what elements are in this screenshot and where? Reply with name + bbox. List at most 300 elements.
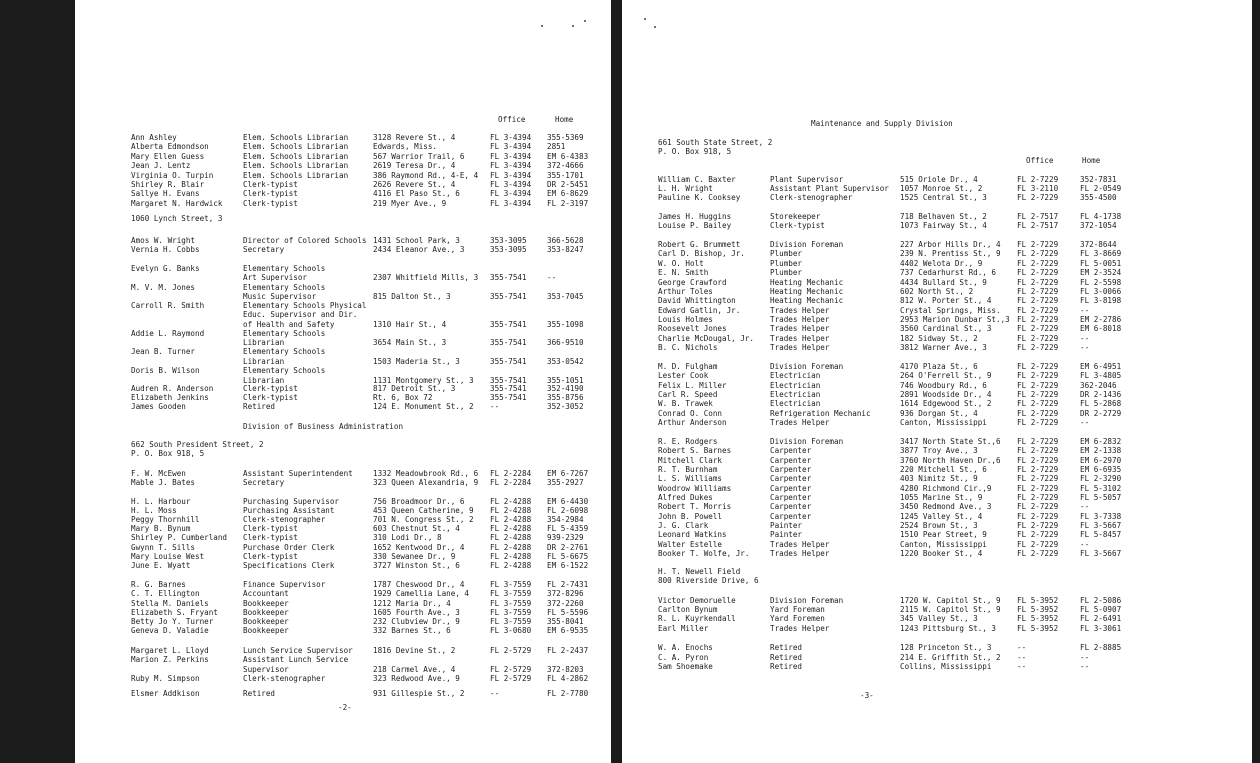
cell-home: 355-4500 bbox=[1080, 193, 1117, 202]
cell-name: Felix L. Miller bbox=[658, 381, 727, 390]
cell-home: EM 6-2832 bbox=[1080, 437, 1122, 446]
cell-title: Bookkeeper bbox=[243, 608, 289, 617]
cell-office: FL 2-4288 bbox=[490, 497, 532, 506]
cell-office: 355-7541 bbox=[490, 273, 527, 282]
cell-name: Shirley R. Blair bbox=[131, 180, 205, 189]
cell-home: FL 5-2868 bbox=[1080, 399, 1122, 408]
cell-title: Clerk-typist bbox=[243, 199, 298, 208]
cell-address: Edwards, Miss. bbox=[373, 142, 438, 151]
cell-home: FL 3-3061 bbox=[1080, 624, 1122, 633]
cell-name: W. A. Enochs bbox=[658, 643, 713, 652]
cell-title: Art Supervisor bbox=[243, 273, 308, 282]
cell-address: 124 E. Monument St., 2 bbox=[373, 402, 474, 411]
cell-address: 232 Clubview Dr., 9 bbox=[373, 617, 460, 626]
cell-name: C. T. Ellington bbox=[131, 589, 200, 598]
cell-home: EM 6-8018 bbox=[1080, 324, 1122, 333]
cell-name: Mary B. Bynum bbox=[131, 524, 191, 533]
cell-office: FL 2-4288 bbox=[490, 533, 532, 542]
cell-title: Assistant Lunch Service bbox=[243, 655, 349, 664]
cell-home: EM 6-1522 bbox=[547, 561, 589, 570]
table-row bbox=[622, 530, 1252, 540]
cell-home: EM 2-1338 bbox=[1080, 446, 1122, 455]
cell-office: -- bbox=[1017, 662, 1027, 671]
cell-office: FL 2-7229 bbox=[1017, 268, 1059, 277]
cell-address: Rt. 6, Box 72 bbox=[373, 393, 433, 402]
cell-title: Clerk-typist bbox=[243, 524, 298, 533]
cell-name: Peggy Thornhill bbox=[131, 515, 200, 524]
right-page bbox=[622, 0, 1252, 763]
cell-title: Purchase Order Clerk bbox=[243, 543, 335, 552]
cell-title: Trades Helper bbox=[770, 334, 830, 343]
cell-home: 372-2260 bbox=[547, 599, 584, 608]
cell-office: FL 2-7229 bbox=[1017, 456, 1059, 465]
cell-title: Trades Helper bbox=[770, 418, 830, 427]
cell-address: 214 E. Griffith St., 2 bbox=[900, 653, 1001, 662]
cell-home: 366-5628 bbox=[547, 236, 584, 245]
cell-title: Music Supervisor bbox=[243, 292, 317, 301]
cell-address: 1131 Montgomery St., 3 bbox=[373, 376, 474, 385]
cell-home: FL 2-8885 bbox=[1080, 643, 1122, 652]
table-row bbox=[622, 399, 1252, 409]
cell-name: Doris B. Wilson bbox=[131, 366, 200, 375]
cell-address: 812 W. Porter St., 4 bbox=[900, 296, 992, 305]
cell-title: Elementary Schools bbox=[243, 264, 326, 273]
cell-name: Margaret L. Lloyd bbox=[131, 646, 209, 655]
cell-office: FL 2-7229 bbox=[1017, 240, 1059, 249]
table-row bbox=[75, 310, 611, 320]
cell-home: 372-4666 bbox=[547, 161, 584, 170]
cell-title: Retired bbox=[770, 662, 803, 671]
cell-home: -- bbox=[1080, 343, 1090, 352]
cell-home: 355-8041 bbox=[547, 617, 584, 626]
cell-address: 3450 Redmond Ave., 3 bbox=[900, 502, 992, 511]
cell-address: 815 Dalton St., 3 bbox=[373, 292, 451, 301]
table-row bbox=[622, 324, 1252, 334]
cell-address: 737 Cedarhurst Rd., 6 bbox=[900, 268, 997, 277]
page-number: -2- bbox=[338, 703, 352, 712]
cell-address: 386 Raymond Rd., 4-E, 4 bbox=[373, 171, 479, 180]
cell-office: FL 2-4288 bbox=[490, 543, 532, 552]
cell-address: 1929 Camellia Lane, 4 bbox=[373, 589, 470, 598]
cell-title: Supervisor bbox=[243, 665, 289, 674]
cell-home: EM 6-4430 bbox=[547, 497, 589, 506]
scan-mark bbox=[584, 20, 586, 22]
cell-title: Elementary Schools bbox=[243, 366, 326, 375]
cell-home: FL 2-7431 bbox=[547, 580, 589, 589]
cell-title: Carpenter bbox=[770, 484, 812, 493]
cell-address: 746 Woodbury Rd., 6 bbox=[900, 381, 987, 390]
cell-office: FL 2-7229 bbox=[1017, 446, 1059, 455]
cell-name: Arthur Toles bbox=[658, 287, 713, 296]
cell-title: Clerk-stenographer bbox=[243, 674, 326, 683]
cell-office: 353-3095 bbox=[490, 245, 527, 254]
cell-title: Elementary Schools bbox=[243, 329, 326, 338]
cell-home: FL 2-5598 bbox=[1080, 278, 1122, 287]
table-row bbox=[75, 655, 611, 665]
cell-address: 1720 W. Capitol St., 9 bbox=[900, 596, 1001, 605]
cell-home: FL 5-5057 bbox=[1080, 493, 1122, 502]
cell-title: Clerk-typist bbox=[243, 384, 298, 393]
cell-home: FL 2-6098 bbox=[547, 506, 589, 515]
cell-name: Jean J. Lentz bbox=[131, 161, 191, 170]
table-row bbox=[622, 549, 1252, 559]
cell-home: FL 4-1738 bbox=[1080, 212, 1122, 221]
cell-title: Retired bbox=[243, 689, 276, 698]
cell-name: Addie L. Raymond bbox=[131, 329, 205, 338]
cell-address: Canton, Mississippi bbox=[900, 418, 987, 427]
cell-address: 1431 School Park, 3 bbox=[373, 236, 460, 245]
cell-office: FL 2-7229 bbox=[1017, 437, 1059, 446]
cell-title: Electrician bbox=[770, 390, 821, 399]
cell-home: FL 3-8669 bbox=[1080, 249, 1122, 258]
cell-title: Division Foreman bbox=[770, 437, 844, 446]
cell-home: FL 2-6491 bbox=[1080, 614, 1122, 623]
cell-home: -- bbox=[1080, 502, 1090, 511]
address-president-1: 662 South President Street, 2 bbox=[131, 440, 264, 449]
cell-title: Purchasing Supervisor bbox=[243, 497, 340, 506]
cell-address: 227 Arbor Hills Dr., 4 bbox=[900, 240, 1001, 249]
cell-name: L. H. Wright bbox=[658, 184, 713, 193]
cell-home: FL 3-5667 bbox=[1080, 549, 1122, 558]
cell-office: FL 2-7229 bbox=[1017, 381, 1059, 390]
cell-address: 4170 Plaza St., 6 bbox=[900, 362, 978, 371]
cell-office: FL 3-7559 bbox=[490, 599, 532, 608]
cell-title: Educ. Supervisor and Dir. bbox=[243, 310, 358, 319]
cell-name: James Gooden bbox=[131, 402, 186, 411]
cell-title: Retired bbox=[770, 653, 803, 662]
cell-address: 3654 Main St., 3 bbox=[373, 338, 447, 347]
cell-title: Electrician bbox=[770, 399, 821, 408]
cell-address: 936 Dorgan St., 4 bbox=[900, 409, 978, 418]
cell-office: FL 2-7229 bbox=[1017, 399, 1059, 408]
cell-address: 4116 El Paso St., 6 bbox=[373, 189, 460, 198]
cell-name: William C. Baxter bbox=[658, 175, 736, 184]
cell-home: FL 3-7338 bbox=[1080, 512, 1122, 521]
table-row bbox=[622, 662, 1252, 672]
cell-name: Virginia O. Turpin bbox=[131, 171, 214, 180]
cell-address: Collins, Mississippi bbox=[900, 662, 992, 671]
cell-address: 3128 Revere St., 4 bbox=[373, 133, 456, 142]
address-state-1: 661 South State Street, 2 bbox=[658, 138, 773, 147]
cell-address: 2953 Marion Dunbar St.,3 bbox=[900, 315, 1010, 324]
cell-office: FL 5-3952 bbox=[1017, 624, 1059, 633]
cell-home: 355-1051 bbox=[547, 376, 584, 385]
cell-office: FL 2-5729 bbox=[490, 665, 532, 674]
cell-title: Retired bbox=[243, 402, 276, 411]
cell-office: FL 2-7229 bbox=[1017, 287, 1059, 296]
cell-office: FL 2-7229 bbox=[1017, 324, 1059, 333]
column-headers bbox=[75, 115, 611, 125]
cell-title: of Health and Safety bbox=[243, 320, 335, 329]
cell-office: FL 2-7517 bbox=[1017, 221, 1059, 230]
cell-name: Marion Z. Perkins bbox=[131, 655, 209, 664]
cell-address: 3727 Winston St., 6 bbox=[373, 561, 460, 570]
cell-office: FL 2-7229 bbox=[1017, 306, 1059, 315]
cell-name: Lester Cook bbox=[658, 371, 709, 380]
cell-address: 2626 Revere St., 4 bbox=[373, 180, 456, 189]
cell-office: FL 3-7559 bbox=[490, 580, 532, 589]
cell-address: 1503 Maderia St., 3 bbox=[373, 357, 460, 366]
cell-office: -- bbox=[1017, 653, 1027, 662]
table-row bbox=[622, 418, 1252, 428]
cell-name: James H. Huggins bbox=[658, 212, 732, 221]
cell-home: 355-1098 bbox=[547, 320, 584, 329]
cell-name: Arthur Anderson bbox=[658, 418, 727, 427]
cell-title: Plant Supervisor bbox=[770, 175, 844, 184]
cell-office: FL 2-5729 bbox=[490, 674, 532, 683]
cell-address: 817 Detroit St., 3 bbox=[373, 384, 456, 393]
page-number: -3- bbox=[860, 691, 874, 700]
table-row bbox=[75, 245, 611, 255]
cell-title: Assistant Superintendent bbox=[243, 469, 353, 478]
cell-title: Division Foreman bbox=[770, 240, 844, 249]
cell-title: Clerk-typist bbox=[770, 221, 825, 230]
cell-address: 332 Barnes St., 6 bbox=[373, 626, 451, 635]
cell-office: FL 5-3952 bbox=[1017, 605, 1059, 614]
cell-office: FL 2-4288 bbox=[490, 506, 532, 515]
cell-title: Elem. Schools Librarian bbox=[243, 161, 349, 170]
division-title: Division of Business Administration bbox=[243, 422, 404, 431]
cell-office: FL 3-7559 bbox=[490, 617, 532, 626]
cell-title: Clerk-typist bbox=[243, 552, 298, 561]
table-row bbox=[75, 366, 611, 376]
cell-title: Purchasing Assistant bbox=[243, 506, 335, 515]
cell-title: Elem. Schools Librarian bbox=[243, 133, 349, 142]
cell-title: Secretary bbox=[243, 478, 285, 487]
cell-name: Conrad O. Conn bbox=[658, 409, 723, 418]
cell-address: 1787 Cheswood Dr., 4 bbox=[373, 580, 465, 589]
cell-title: Elementary Schools Physical bbox=[243, 301, 367, 310]
cell-home: 352-7831 bbox=[1080, 175, 1117, 184]
cell-home: -- bbox=[1080, 540, 1090, 549]
cell-home: FL 3-4805 bbox=[1080, 371, 1122, 380]
cell-title: Clerk-typist bbox=[243, 180, 298, 189]
cell-title: Electrician bbox=[770, 371, 821, 380]
cell-home: 355-1701 bbox=[547, 171, 584, 180]
table-row bbox=[75, 589, 611, 599]
cell-home: FL 3-0066 bbox=[1080, 287, 1122, 296]
cell-address: 128 Princeton St., 3 bbox=[900, 643, 992, 652]
cell-home: -- bbox=[547, 273, 557, 282]
cell-home: -- bbox=[1080, 306, 1090, 315]
cell-address: 602 North St., 2 bbox=[900, 287, 974, 296]
cell-title: Clerk-stenographer bbox=[243, 515, 326, 524]
cell-name: Elsmer Addkison bbox=[131, 689, 200, 698]
cell-title: Accountant bbox=[243, 589, 289, 598]
cell-home: 352-3052 bbox=[547, 402, 584, 411]
cell-home: 362-2046 bbox=[1080, 381, 1117, 390]
cell-name: R. L. Kuyrkendall bbox=[658, 614, 736, 623]
cell-home: 372-8203 bbox=[547, 665, 584, 674]
cell-home: EM 6-7267 bbox=[547, 469, 589, 478]
cell-home: 355-8756 bbox=[547, 393, 584, 402]
cell-title: Plumber bbox=[770, 259, 803, 268]
cell-address: Canton, Mississippi bbox=[900, 540, 987, 549]
cell-name: Elizabeth Jenkins bbox=[131, 393, 209, 402]
cell-home: 372-1054 bbox=[1080, 221, 1117, 230]
table-row bbox=[622, 614, 1252, 624]
cell-name: George Crawford bbox=[658, 278, 727, 287]
cell-address: 4434 Bullard St., 9 bbox=[900, 278, 987, 287]
cell-office: FL 5-3952 bbox=[1017, 614, 1059, 623]
table-row bbox=[622, 221, 1252, 231]
table-row bbox=[622, 643, 1252, 653]
cell-name: H. L. Moss bbox=[131, 506, 177, 515]
table-row bbox=[75, 561, 611, 571]
cell-home: -- bbox=[1080, 653, 1090, 662]
cell-office: FL 2-7229 bbox=[1017, 502, 1059, 511]
cell-office: FL 2-4288 bbox=[490, 515, 532, 524]
cell-name: Carl R. Speed bbox=[658, 390, 718, 399]
cell-home: FL 5-0907 bbox=[1080, 605, 1122, 614]
cell-address: 931 Gillespie St., 2 bbox=[373, 689, 465, 698]
table-row bbox=[622, 474, 1252, 484]
cell-office: FL 2-2284 bbox=[490, 469, 532, 478]
newell-address: 800 Riverside Drive, 6 bbox=[658, 576, 759, 585]
cell-home: FL 2-7780 bbox=[547, 689, 589, 698]
cell-address: 1614 Edgewood St., 2 bbox=[900, 399, 992, 408]
cell-title: Carpenter bbox=[770, 493, 812, 502]
cell-name: Louis Holmes bbox=[658, 315, 713, 324]
cell-title: Carpenter bbox=[770, 502, 812, 511]
scan-mark bbox=[654, 26, 656, 28]
office-header: Office bbox=[1026, 156, 1054, 165]
home-header: Home bbox=[1082, 156, 1101, 165]
cell-address: 3417 North State St.,6 bbox=[900, 437, 1001, 446]
cell-name: Roosevelt Jones bbox=[658, 324, 727, 333]
cell-home: FL 5-6675 bbox=[547, 552, 589, 561]
table-row bbox=[622, 296, 1252, 306]
cell-office: FL 2-7229 bbox=[1017, 418, 1059, 427]
cell-home: DR 2-1436 bbox=[1080, 390, 1122, 399]
cell-office: FL 2-7229 bbox=[1017, 521, 1059, 530]
table-row bbox=[75, 142, 611, 152]
cell-home: EM 6-4383 bbox=[547, 152, 589, 161]
cell-home: FL 2-5086 bbox=[1080, 596, 1122, 605]
cell-name: Booker T. Wolfe, Jr. bbox=[658, 549, 750, 558]
cell-name: C. A. Pyron bbox=[658, 653, 709, 662]
cell-office: FL 3-4394 bbox=[490, 171, 532, 180]
cell-name: Audren R. Anderson bbox=[131, 384, 214, 393]
cell-home: 352-4190 bbox=[547, 384, 584, 393]
division-title: Maintenance and Supply Division bbox=[811, 119, 953, 128]
cell-address: 4280 Richmond Cir.,9 bbox=[900, 484, 992, 493]
cell-title: Division Foreman bbox=[770, 596, 844, 605]
cell-title: Trades Helper bbox=[770, 549, 830, 558]
cell-office: FL 2-7229 bbox=[1017, 175, 1059, 184]
cell-home: 355-2927 bbox=[547, 478, 584, 487]
cell-office: 355-7541 bbox=[490, 393, 527, 402]
cell-home: FL 5-4359 bbox=[547, 524, 589, 533]
cell-title: Division Foreman bbox=[770, 362, 844, 371]
cell-address: 264 O'Ferrell St., 9 bbox=[900, 371, 992, 380]
cell-address: 756 Broadmoor Dr., 6 bbox=[373, 497, 465, 506]
cell-name: Carroll R. Smith bbox=[131, 301, 205, 310]
table-row bbox=[75, 273, 611, 283]
cell-address: 1332 Meadowbrook Rd., 6 bbox=[373, 469, 479, 478]
cell-title: Librarian bbox=[243, 376, 285, 385]
cell-home: 366-9510 bbox=[547, 338, 584, 347]
address-state-2: P. O. Box 918, 5 bbox=[658, 147, 732, 156]
cell-title: Elem. Schools Librarian bbox=[243, 171, 349, 180]
cell-title: Carpenter bbox=[770, 456, 812, 465]
cell-name: Jean B. Turner bbox=[131, 347, 196, 356]
cell-name: R. T. Burnham bbox=[658, 465, 718, 474]
cell-office: 355-7541 bbox=[490, 357, 527, 366]
cell-title: Heating Mechanic bbox=[770, 287, 844, 296]
cell-address: 4402 Welota Dr., 9 bbox=[900, 259, 983, 268]
table-row bbox=[622, 502, 1252, 512]
address-lynch: 1060 Lynch Street, 3 bbox=[131, 214, 223, 223]
cell-name: Ann Ashley bbox=[131, 133, 177, 142]
cell-office: FL 2-7229 bbox=[1017, 343, 1059, 352]
cell-name: F. W. McEwen bbox=[131, 469, 186, 478]
cell-title: Finance Supervisor bbox=[243, 580, 326, 589]
cell-home: FL 2-0549 bbox=[1080, 184, 1122, 193]
cell-office: FL 2-7229 bbox=[1017, 530, 1059, 539]
cell-address: 1816 Devine St., 2 bbox=[373, 646, 456, 655]
cell-title: Clerk-typist bbox=[243, 533, 298, 542]
cell-office: FL 3-7559 bbox=[490, 589, 532, 598]
cell-home: FL 2-3290 bbox=[1080, 474, 1122, 483]
cell-address: 1055 Marine St., 9 bbox=[900, 493, 983, 502]
cell-name: Louise P. Bailey bbox=[658, 221, 732, 230]
table-row bbox=[75, 402, 611, 412]
cell-title: Librarian bbox=[243, 357, 285, 366]
cell-name: Margaret N. Hardwick bbox=[131, 199, 223, 208]
cell-name: Ruby M. Simpson bbox=[131, 674, 200, 683]
cell-address: 2619 Teresa Dr., 4 bbox=[373, 161, 456, 170]
cell-title: Clerk-typist bbox=[243, 189, 298, 198]
cell-address: 1652 Kentwood Dr., 4 bbox=[373, 543, 465, 552]
cell-title: Heating Mechanic bbox=[770, 278, 844, 287]
cell-home: DR 2-5451 bbox=[547, 180, 589, 189]
cell-name: Stella M. Daniels bbox=[131, 599, 209, 608]
cell-address: 310 Lodi Dr., 8 bbox=[373, 533, 442, 542]
cell-office: FL 2-4288 bbox=[490, 524, 532, 533]
cell-address: 3812 Warner Ave., 3 bbox=[900, 343, 987, 352]
left-page bbox=[75, 0, 611, 763]
cell-home: -- bbox=[1080, 418, 1090, 427]
cell-home: EM 2-3524 bbox=[1080, 268, 1122, 277]
cell-name: Geneva D. Valadie bbox=[131, 626, 209, 635]
cell-office: FL 3-0680 bbox=[490, 626, 532, 635]
cell-address: Crystal Springs, Miss. bbox=[900, 306, 1001, 315]
cell-name: Shirley P. Cumberland bbox=[131, 533, 228, 542]
cell-title: Carpenter bbox=[770, 512, 812, 521]
cell-title: Secretary bbox=[243, 245, 285, 254]
table-row bbox=[75, 689, 611, 699]
cell-address: 1243 Pittsburg St., 3 bbox=[900, 624, 997, 633]
cell-address: 345 Valley St., 3 bbox=[900, 614, 978, 623]
cell-office: 353-3095 bbox=[490, 236, 527, 245]
cell-name: M. V. M. Jones bbox=[131, 283, 196, 292]
cell-title: Carpenter bbox=[770, 446, 812, 455]
table-row bbox=[622, 371, 1252, 381]
cell-title: Clerk-typist bbox=[243, 393, 298, 402]
cell-name: R. G. Barnes bbox=[131, 580, 186, 589]
cell-office: FL 2-4288 bbox=[490, 561, 532, 570]
cell-title: Elem. Schools Librarian bbox=[243, 142, 349, 151]
cell-office: 355-7541 bbox=[490, 384, 527, 393]
cell-office: FL 3-7559 bbox=[490, 608, 532, 617]
cell-office: 355-7541 bbox=[490, 320, 527, 329]
cell-name: Leonard Watkins bbox=[658, 530, 727, 539]
cell-address: 453 Queen Catherine, 9 bbox=[373, 506, 474, 515]
cell-office: 355-7541 bbox=[490, 338, 527, 347]
cell-title: Carpenter bbox=[770, 474, 812, 483]
cell-address: 567 Warrior Trail, 6 bbox=[373, 152, 465, 161]
